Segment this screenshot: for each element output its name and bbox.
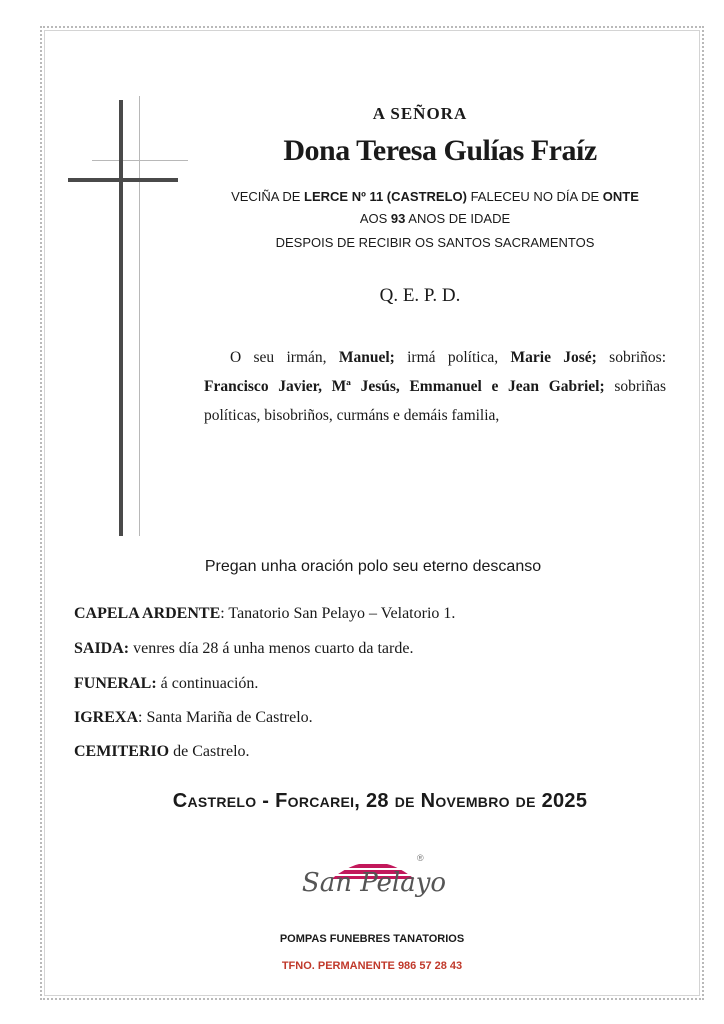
saida-text: venres día 28 á unha menos cuarto da tarde.: [129, 640, 414, 657]
family-b3: Francisco Javier, Mª Jesús, Emmanuel e Jean Gabriel;: [204, 378, 605, 395]
funeral-text: á continuación.: [156, 675, 259, 692]
capela-label: CAPELA ARDENTE: [74, 605, 221, 622]
detail-igrexa: [74, 709, 634, 727]
capela-text: : Tanatorio San Pelayo – Velatorio 1.: [220, 605, 456, 622]
info1-day: ONTE: [602, 189, 639, 204]
title-a-senora: A SEÑORA: [372, 104, 468, 123]
saida-label: SAIDA:: [74, 640, 130, 657]
company-phone: TFNO. PERMANENTE 986 57 28 43: [281, 960, 463, 972]
info1-pre: VECIÑA DE: [231, 189, 305, 204]
detail-funeral: [74, 675, 634, 693]
detail-capela: [74, 605, 634, 623]
info2-post: ANOS DE IDADE: [405, 211, 511, 226]
info-line-3: DESPOIS DE RECIBIR OS SANTOS SACRAMENTOS: [275, 235, 595, 250]
qepd: Q. E. P. D.: [379, 285, 461, 306]
registered-mark: ®: [417, 853, 424, 863]
funeral-label: FUNERAL:: [74, 675, 157, 692]
family-b1: Manuel;: [338, 349, 395, 366]
family-t2: irmá política,: [394, 349, 511, 366]
family-t1: O seu irmán,: [230, 349, 339, 366]
family-t4: sobriñas políticas, bisobriños, curmáns e demáis familia,: [204, 378, 666, 424]
logo-text: San Pelayo: [301, 868, 447, 898]
cemiterio-text: de Castrelo.: [169, 743, 250, 760]
family-b2: Marie José;: [510, 349, 597, 366]
igrexa-text: : Santa Mariña de Castrelo.: [138, 709, 313, 726]
detail-saida: [74, 640, 634, 658]
igrexa-label: IGREXA: [74, 709, 139, 726]
family-paragraph: [204, 343, 666, 430]
info-line-2: [200, 211, 670, 226]
company-tagline: POMPAS FUNEBRES TANATORIOS: [279, 933, 465, 945]
prayer-request: Pregan unha oración polo seu eterno descanso: [204, 558, 542, 575]
info1-mid: FALECEU NO DÍA DE: [466, 189, 603, 204]
detail-cemiterio: [74, 743, 634, 761]
place-date: Castrelo - Forcarei, 28 de Novembro de 2025: [172, 790, 588, 812]
info2-pre: AOS: [359, 211, 391, 226]
family-t3: sobriños:: [596, 349, 666, 366]
cemiterio-label: CEMITERIO: [74, 743, 170, 760]
deceased-name: Dona Teresa Gulías Fraíz: [283, 134, 597, 167]
info-line-1: [200, 189, 670, 204]
info1-place: LERCE Nº 11 (CASTRELO): [304, 189, 467, 204]
info2-age: 93: [390, 211, 406, 226]
